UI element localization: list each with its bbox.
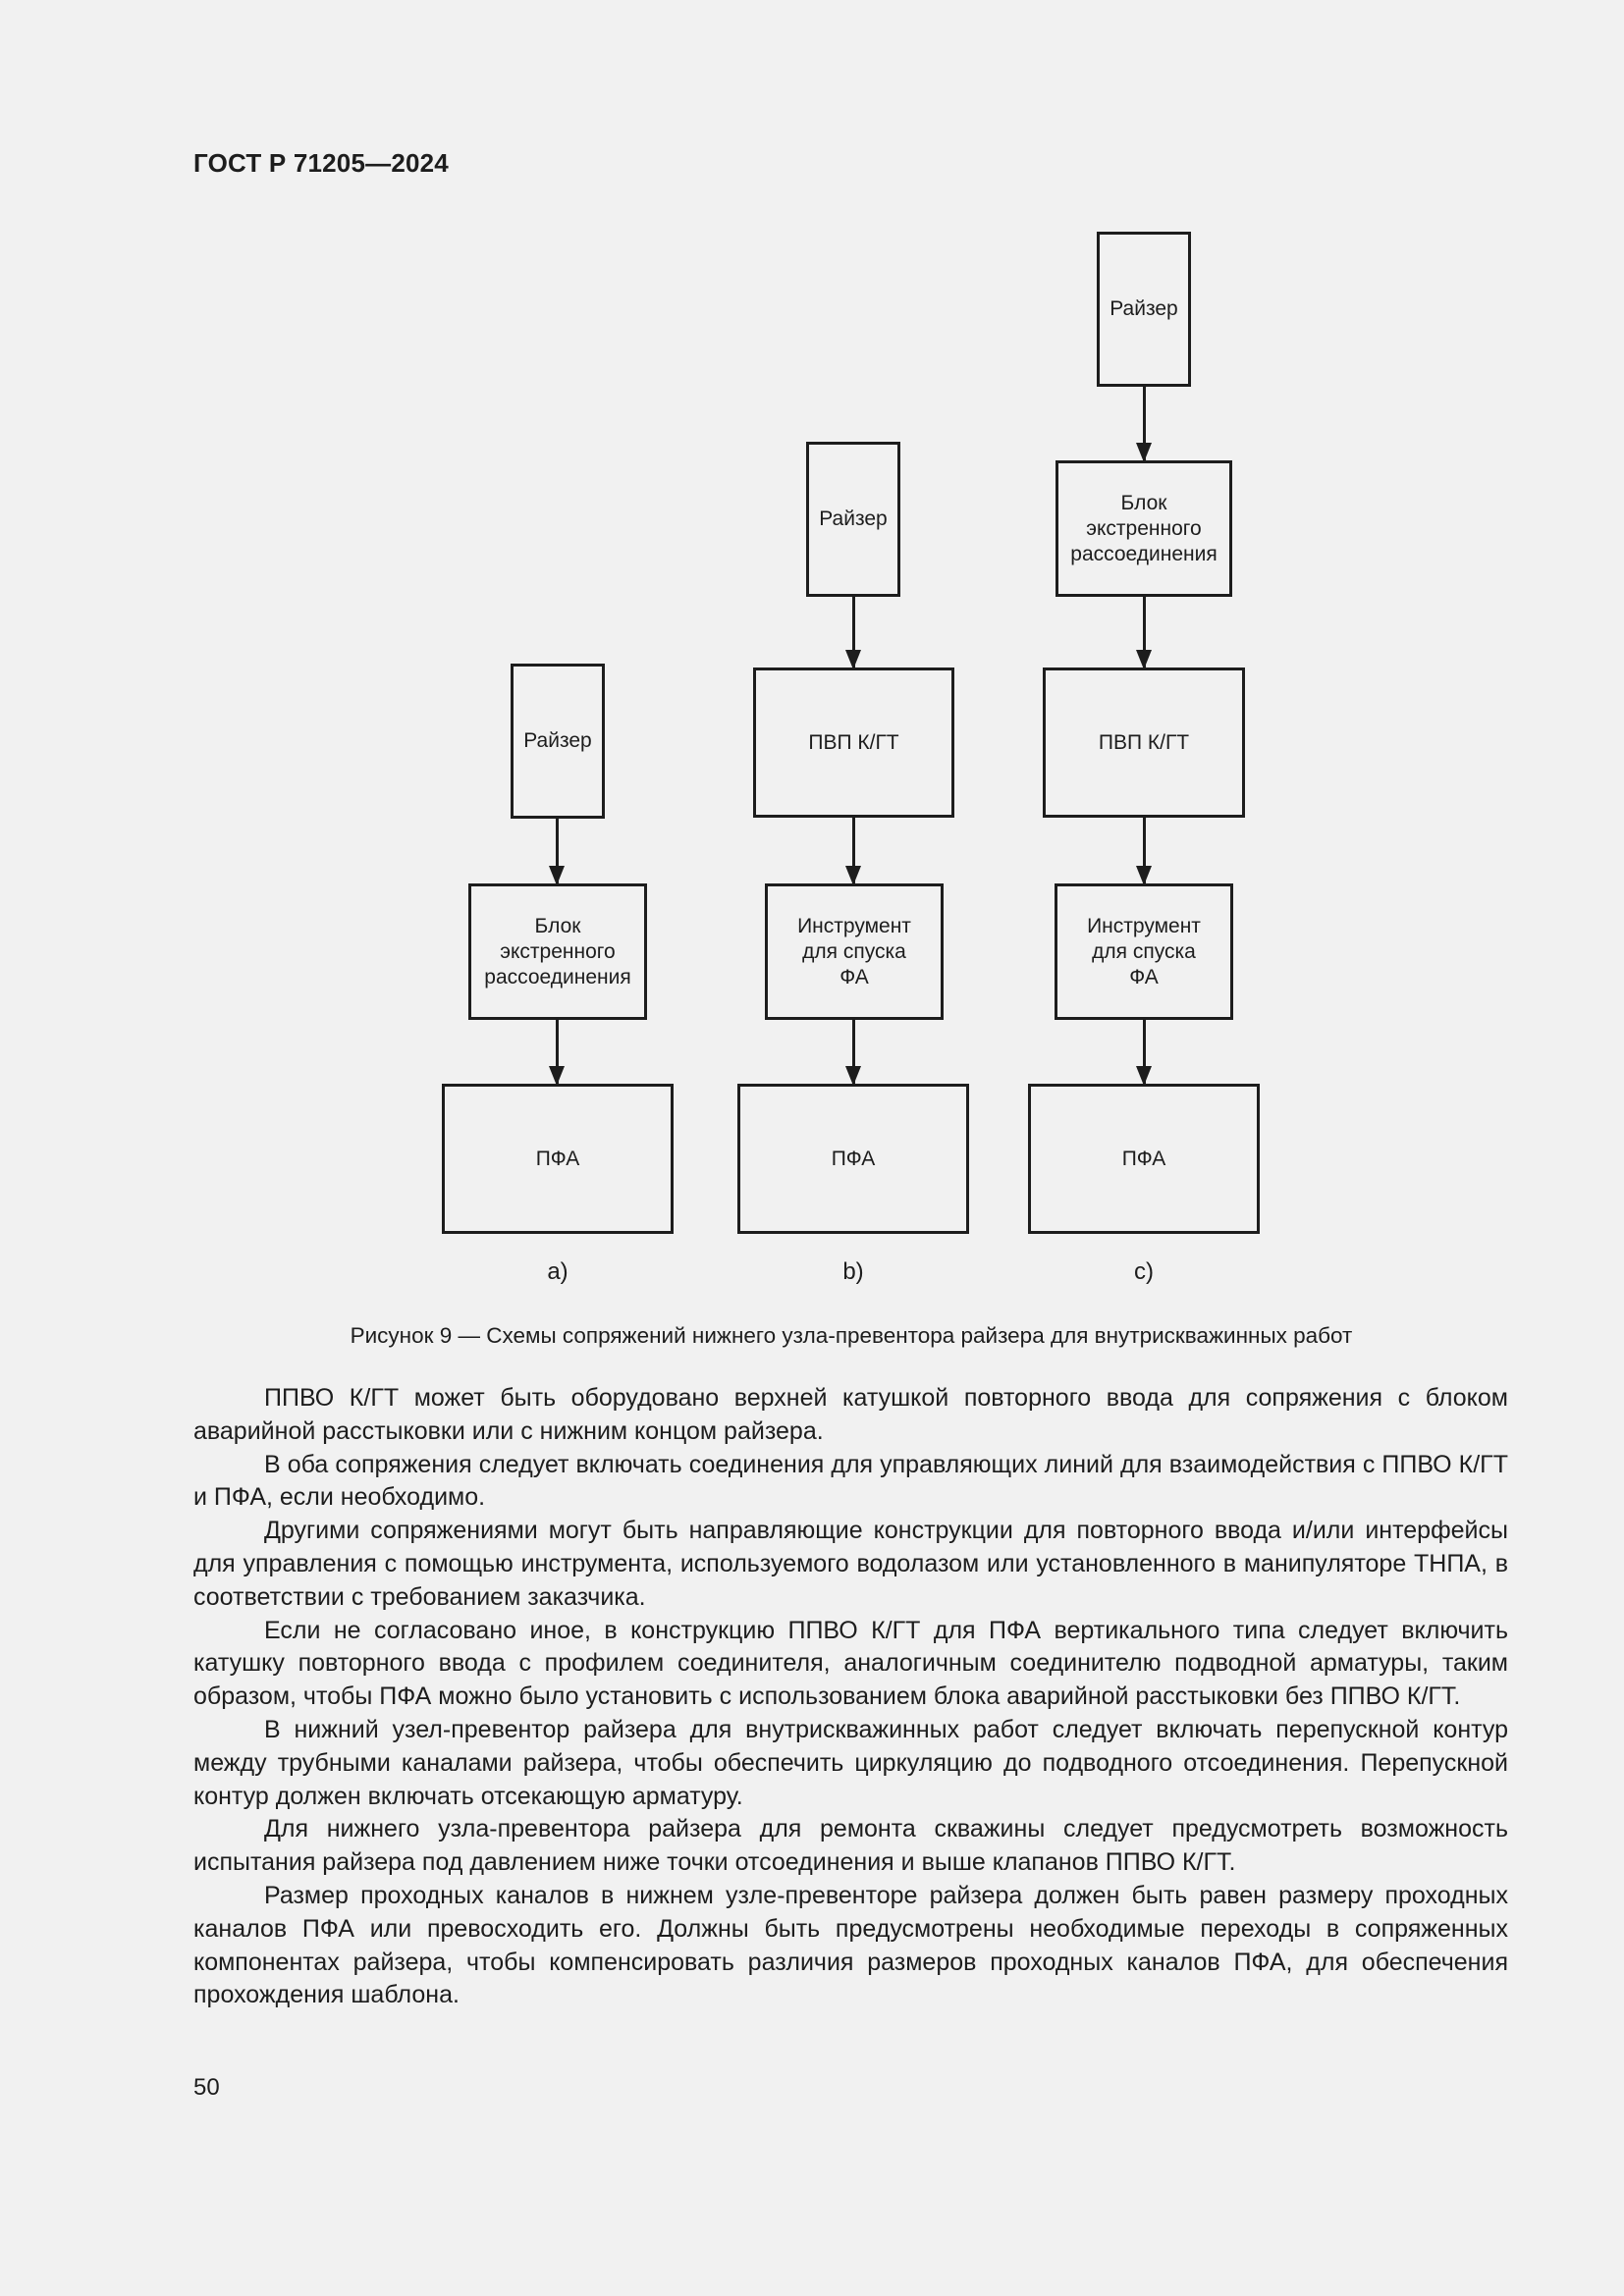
riser-label-b: Райзер (819, 507, 888, 530)
paragraph: В оба сопряжения следует включать соединения для управляющих линий для взаимодействия с ППВО К/ГТ и ПФА, если необходимо. (193, 1450, 1508, 1512)
edp-label-a: Блок экстренного рассоединения (484, 914, 631, 988)
lrp-box-b (753, 667, 954, 818)
arrow-b-3 (852, 1020, 855, 1084)
edp-box-a (468, 883, 647, 1020)
tree-box-c (1028, 1084, 1260, 1234)
edp-box-c (1056, 460, 1232, 597)
riser-box-b (806, 442, 900, 597)
tree-box-b (737, 1084, 969, 1234)
page-number: 50 (193, 2074, 220, 2101)
riser-box-a (511, 664, 605, 819)
paragraph: ППВО К/ГТ может быть оборудовано верхней катушкой повторного ввода для сопряжения с блоком аварийной расстыковки или с нижним концом райзера. (193, 1384, 1508, 1445)
riser-label-a: Райзер (523, 729, 592, 752)
arrow-c-3 (1143, 818, 1146, 883)
tree-box-a (442, 1084, 674, 1234)
arrow-c-4 (1143, 1020, 1146, 1084)
tool-label-c: Инструмент для спуска ФА (1087, 914, 1201, 988)
arrow-b-1 (852, 597, 855, 667)
tree-label-c: ПФА (1121, 1147, 1166, 1170)
arrow-b-2 (852, 818, 855, 883)
paragraph: Для нижнего узла-превентора райзера для ремонта скважины следует предусмотреть возможность испытания райзера под давлением ниже точки отсоединения и выше клапанов ППВО К/ГТ. (193, 1815, 1508, 1877)
paragraph: В нижний узел-превентор райзера для внутрискважинных работ следует включать перепускной контур между трубными каналами райзера, чтобы обеспечить циркуляцию до подводного отсоединения. Перепускной контур должен включать отсекающую арматуру. (193, 1715, 1508, 1810)
paragraph: Другими сопряжениями могут быть направляющие конструкции для повторного ввода и/или интерфейсы для управления с помощью инструмента, используемого водолазом или установленного в манипуляторе ТНПА, в соответствии с требованием заказчика. (193, 1517, 1508, 1611)
tree-label-b: ПФА (831, 1147, 876, 1170)
document-header: ГОСТ Р 71205—2024 (193, 148, 449, 178)
lrp-label-b: ПВП К/ГТ (808, 730, 899, 754)
lrp-label-c: ПВП К/ГТ (1098, 730, 1190, 754)
diagram-label-b: b) (842, 1258, 864, 1285)
arrow-a-2 (556, 1020, 559, 1084)
tree-label-a: ПФА (535, 1147, 580, 1170)
body-text (193, 1382, 1508, 2012)
arrow-c-2 (1143, 597, 1146, 667)
riser-label-c: Райзер (1110, 297, 1178, 320)
tool-box-b (765, 883, 944, 1020)
edp-label-c: Блок экстренного рассоединения (1070, 491, 1218, 565)
lrp-box-c (1043, 667, 1245, 818)
paragraph: Если не согласовано иное, в конструкцию ППВО К/ГТ для ПФА вертикального типа следует включить катушку повторного ввода с профилем соединителя, аналогичным соединителю подводной арматуры, таким образом, чтобы ПФА можно было установить с использованием блока аварийной расстыковки без ППВО К/ГТ. (193, 1616, 1508, 1711)
diagram-label-a: a) (547, 1258, 568, 1285)
figure-caption: Рисунок 9 — Схемы сопряжений нижнего узла-превентора райзера для внутрискважинных работ (350, 1323, 1353, 1348)
arrow-c-1 (1143, 387, 1146, 460)
tool-label-b: Инструмент для спуска ФА (797, 914, 911, 988)
riser-box-c (1097, 232, 1191, 387)
tool-box-c (1055, 883, 1233, 1020)
arrow-a-1 (556, 819, 559, 883)
diagram-label-c: c) (1134, 1258, 1154, 1285)
paragraph: Размер проходных каналов в нижнем узле-превенторе райзера должен быть равен размеру проходных каналов ПФА или превосходить его. Должны быть предусмотрены необходимые переходы в сопряженных компонентах райзера, чтобы компенсировать различия размеров проходных каналов ПФА, для обеспечения прохождения шаблона. (193, 1881, 1508, 2009)
